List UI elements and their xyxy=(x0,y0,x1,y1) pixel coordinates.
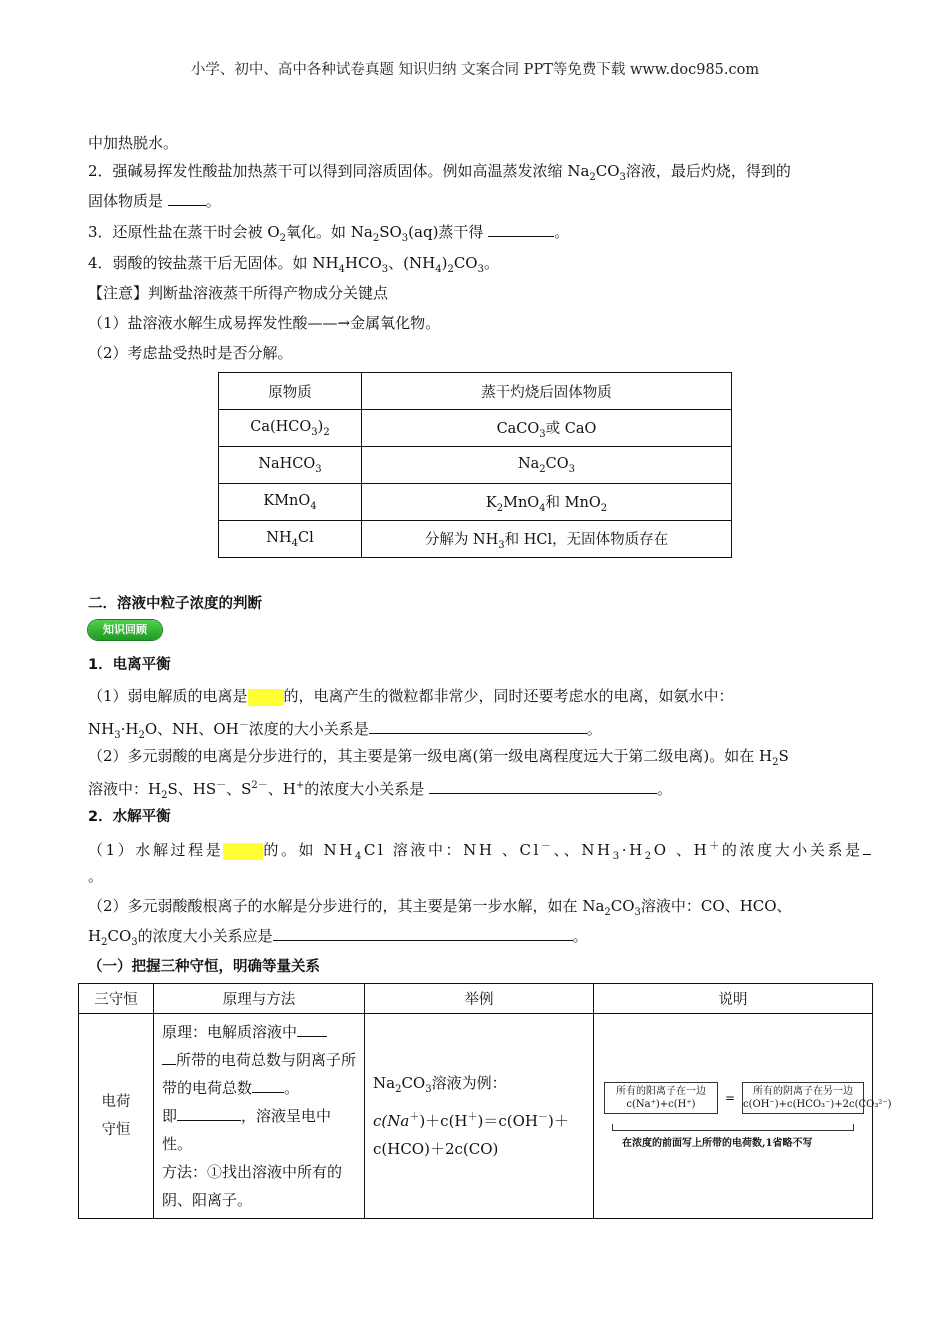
table-cell: 分解为 $NH_3$和 HCl，无固体物质存在 xyxy=(362,521,732,558)
section-conservation-title: （一）把握三种守恒，明确等量关系 xyxy=(88,959,320,975)
table-header: 蒸干灼烧后固体物质 xyxy=(362,373,732,410)
highlight-blank xyxy=(223,843,263,860)
page-header: 小学、初中、高中各种试卷真题 知识归纳 文案合同 PPT等免费下载 www.doc985.com xyxy=(190,62,760,78)
cation-box: 所有的阳离子在一边 c(Na⁺)+c(H⁺) xyxy=(604,1082,718,1114)
table-cell: CaCO$_3$或 CaO xyxy=(362,410,732,447)
table-cell: 原理：电解质溶液中 所带的电荷总数与阴离子所带的电荷总数 。 即 ，溶液呈电中性。 方法：①找出溶液中所有的阴、阳离子。 xyxy=(154,1014,365,1219)
table-header: 原理与方法 xyxy=(154,984,365,1014)
ionization-2: （2）多元弱酸的电离是分步进行的，其主要是第一级电离(第一级电离程度远大于第二级电离)。如在 $H_2S$ xyxy=(88,747,789,768)
section-2-title: 二．溶液中粒子浓度的判断 xyxy=(88,596,262,612)
table-header: 说明 xyxy=(594,984,873,1014)
rule-4: 4．弱酸的铵盐蒸干后无固体。如 $NH_4HCO_3$、$(NH_4)_2CO_3$。 xyxy=(88,254,499,275)
charge-balance-diagram xyxy=(602,1076,892,1156)
rule-3: 3．还原性盐在蒸干时会被 $O_2$氧化。如 $Na_2SO_3(aq)$蒸干得 。 xyxy=(88,223,570,244)
table-cell: $Ca(HCO_3)_2$ xyxy=(219,410,362,447)
subsection-hydrolysis: 2．水解平衡 xyxy=(88,809,171,825)
blank xyxy=(273,926,573,941)
table-cell: $NH_4Cl$ xyxy=(219,521,362,558)
hydrolysis-2-cont: $H_2CO_3$的浓度大小关系应是 。 xyxy=(88,927,588,948)
rule-2: 2．强碱易挥发性酸盐加热蒸干可以得到同溶质固体。例如高温蒸发浓缩 $Na_2CO_3$溶液，最后灼烧，得到的 xyxy=(88,162,791,183)
hydrolysis-2: （2）多元弱酸酸根离子的水解是分步进行的，其主要是第一步水解，如在 $Na_2CO_3$溶液中：CO、HCO、 xyxy=(88,897,792,918)
table-cell xyxy=(594,1014,892,1219)
rule-2-cont: 固体物质是 。 xyxy=(88,192,221,210)
table-header: 举例 xyxy=(365,984,594,1014)
ionization-1-cont: $NH_3\cdot H_2O$、NH、OH－浓度的大小关系是 。 xyxy=(88,720,602,741)
table-cell: 电荷守恒 xyxy=(79,1014,154,1219)
ionization-1: （1）弱电解质的电离是 的，电离产生的微粒都非常少，同时还要考虑水的电离，如氨水中： xyxy=(88,687,734,705)
table-cell: KMnO$_4$ xyxy=(219,484,362,521)
note-2: （2）考虑盐受热时是否分解。 xyxy=(88,344,293,362)
highlight-blank xyxy=(248,689,284,706)
hydrolysis-1: （1）水解过程是 的。如 $NH_4Cl$ 溶液中：NH 、Cl－、、$NH_3\cdot H_2O$ 、H＋的浓度大小关系是 xyxy=(88,837,871,867)
knowledge-review-badge: 知识回顾 xyxy=(88,620,162,640)
blank xyxy=(488,222,554,237)
blank xyxy=(863,840,871,855)
hydrolysis-1-end: 。 xyxy=(88,867,104,885)
anion-box: 所有的阴离子在另一边 c(OH⁻)+c(HCO₃⁻)+2c(CO₃²⁻) xyxy=(742,1082,864,1114)
table-cell: NaHCO$_3$ xyxy=(219,447,362,484)
table-header: 原物质 xyxy=(219,373,362,410)
para-end: 中加热脱水。 xyxy=(88,134,179,152)
evaporation-table xyxy=(218,372,732,558)
note-1: （1）盐溶液水解生成易挥发性酸——→金属氧化物。 xyxy=(88,314,441,332)
blank xyxy=(168,191,206,206)
diagram-caption: 在浓度的前面写上所带的电荷数,1省略不写 xyxy=(622,1138,813,1149)
conservation-table xyxy=(78,983,892,1219)
blank xyxy=(369,719,587,734)
table-cell: $Na_2CO_3$ xyxy=(362,447,732,484)
table-header: 三守恒 xyxy=(79,984,154,1014)
blank xyxy=(429,779,657,794)
brace-line xyxy=(612,1124,854,1131)
table-cell: $Na_2CO_3$溶液为例： c(Na＋)＋c(H＋)＝c(OH－)＋ c(HCO)＋2c(CO) xyxy=(365,1014,594,1219)
equals-sign: = xyxy=(724,1091,736,1105)
subsection-ionization: 1．电离平衡 xyxy=(88,657,171,673)
ionization-2-cont: 溶液中：$H_2S$、HS－、$S^{2-}$、H+的浓度大小关系是 。 xyxy=(88,780,673,801)
note-heading: 【注意】判断盐溶液蒸干所得产物成分关键点 xyxy=(88,284,389,302)
table-cell: $K_2MnO_4$和 MnO$_2$ xyxy=(362,484,732,521)
